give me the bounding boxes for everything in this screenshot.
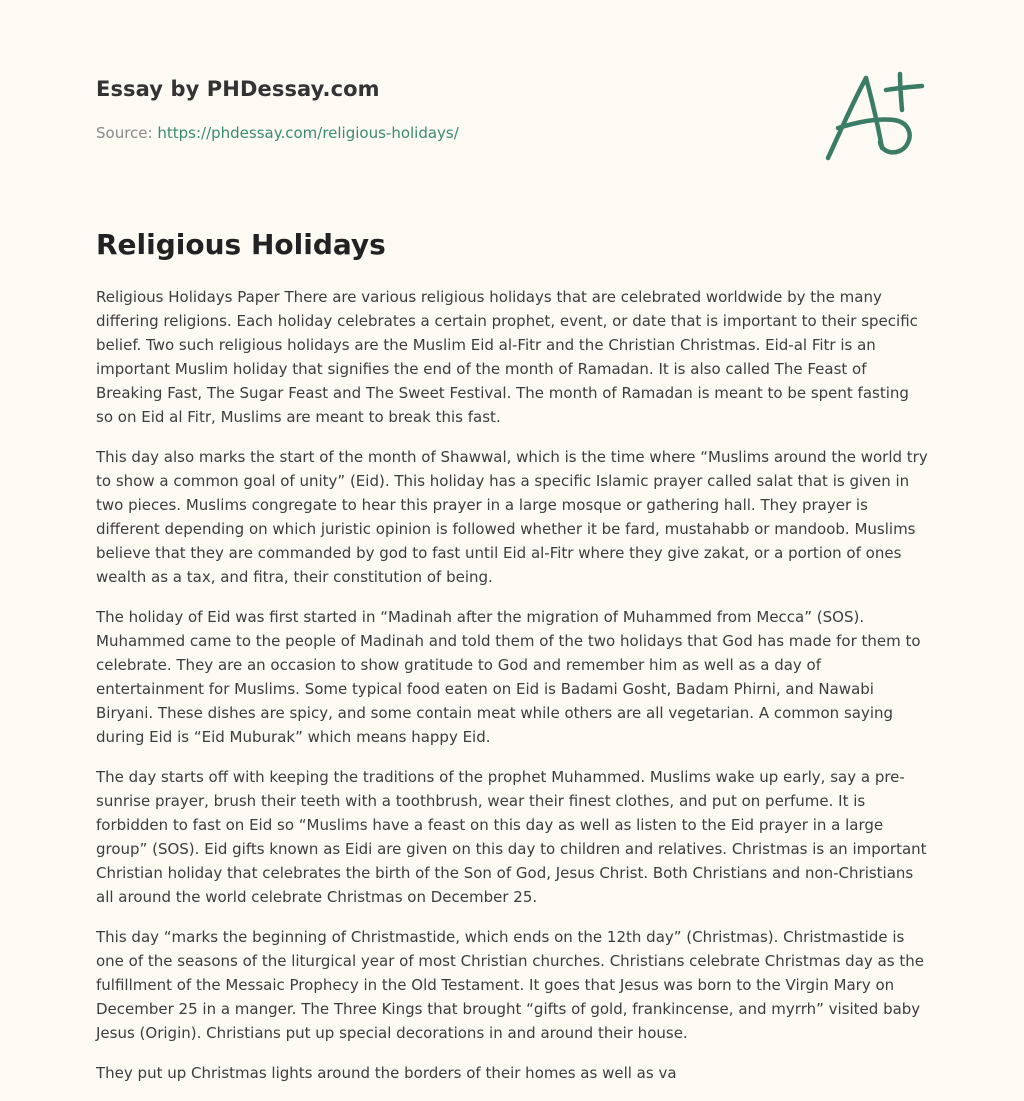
brand-title: Essay by PHDessay.com bbox=[96, 77, 380, 101]
essay-paragraph: This day also marks the start of the month of Shawwal, which is the time where “Muslims around the world try to show a common goal of unity” (Eid). This holiday has a specific Islamic prayer called salat that is given in two pieces. Muslims congregate to hear this prayer in a large mosque or gathering hall. They prayer is different depending on which juristic opinion is followed whether it be fard, mustahabb or mandoob. Muslims believe that they are commanded by god to fast until Eid al-Fitr where they give zakat, or a portion of ones wealth as a tax, and fitra, their constitution of being. bbox=[96, 448, 928, 586]
essay-paragraph: This day “marks the beginning of Christmastide, which ends on the 12th day” (Christmas). Christmastide is one of the seasons of the liturgical year of most Christian churches. Christians celebrate Christmas day as the fulfillment of the Messaic Prophecy in the Old Testament. It goes that Jesus was born to the Virgin Mary on December 25 in a manger. The Three Kings that brought “gifts of gold, frankincense, and myrrh” visited baby Jesus (Origin). Christians put up special decorations in and around their house. bbox=[96, 928, 924, 1042]
essay-paragraph: The day starts off with keeping the traditions of the prophet Muhammed. Muslims wake up early, say a pre-sunrise prayer, brush their teeth with a toothbrush, wear their finest clothes, and put on perfume. It is forbidden to fast on Eid so “Muslims have a feast on this day as well as listen to the Eid prayer in a large group” (SOS). Eid gifts known as Eidi are given on this day to children and relatives. Christmas is an important Christian holiday that celebrates the birth of the Son of God, Jesus Christ. Both Christians and non-Christians all around the world celebrate Christmas on December 25. bbox=[96, 768, 927, 906]
source-link[interactable]: https://phdessay.com/religious-holidays/ bbox=[157, 124, 459, 142]
page-header bbox=[96, 74, 459, 144]
essay-paragraph: They put up Christmas lights around the borders of their homes as well as va bbox=[96, 1064, 677, 1082]
essay-paragraph: Religious Holidays Paper There are various religious holidays that are celebrated worldwide by the many differing religions. Each holiday celebrates a certain prophet, event, or date that is important to their specific belief. Two such religious holidays are the Muslim Eid al-Fitr and the Christian Christmas. Eid-al Fitr is an important Muslim holiday that signifies the end of the month of Ramadan. It is also called The Feast of Breaking Fast, The Sugar Feast and The Sweet Festival. The month of Ramadan is meant to be spent fasting so on Eid al Fitr, Muslims are meant to break this fast. bbox=[96, 288, 918, 426]
source-label: Source: bbox=[96, 124, 153, 142]
a-plus-grade-icon bbox=[818, 62, 930, 168]
source-line bbox=[96, 122, 459, 144]
essay-paragraph: The holiday of Eid was first started in “Madinah after the migration of Muhammed from Mecca” (SOS). Muhammed came to the people of Madinah and told them of the two holidays that God has made for them to celebrate. They are an occasion to show gratitude to God and remember him as well as a day of entertainment for Muslims. Some typical food eaten on Eid is Badami Gosht, Badam Phirni, and Nawabi Biryani. These dishes are spicy, and some contain meat while others are all vegetarian. A common saying during Eid is “Eid Muburak” which means happy Eid. bbox=[96, 608, 921, 746]
essay-body bbox=[96, 285, 928, 1101]
essay-title: Religious Holidays bbox=[96, 228, 386, 261]
